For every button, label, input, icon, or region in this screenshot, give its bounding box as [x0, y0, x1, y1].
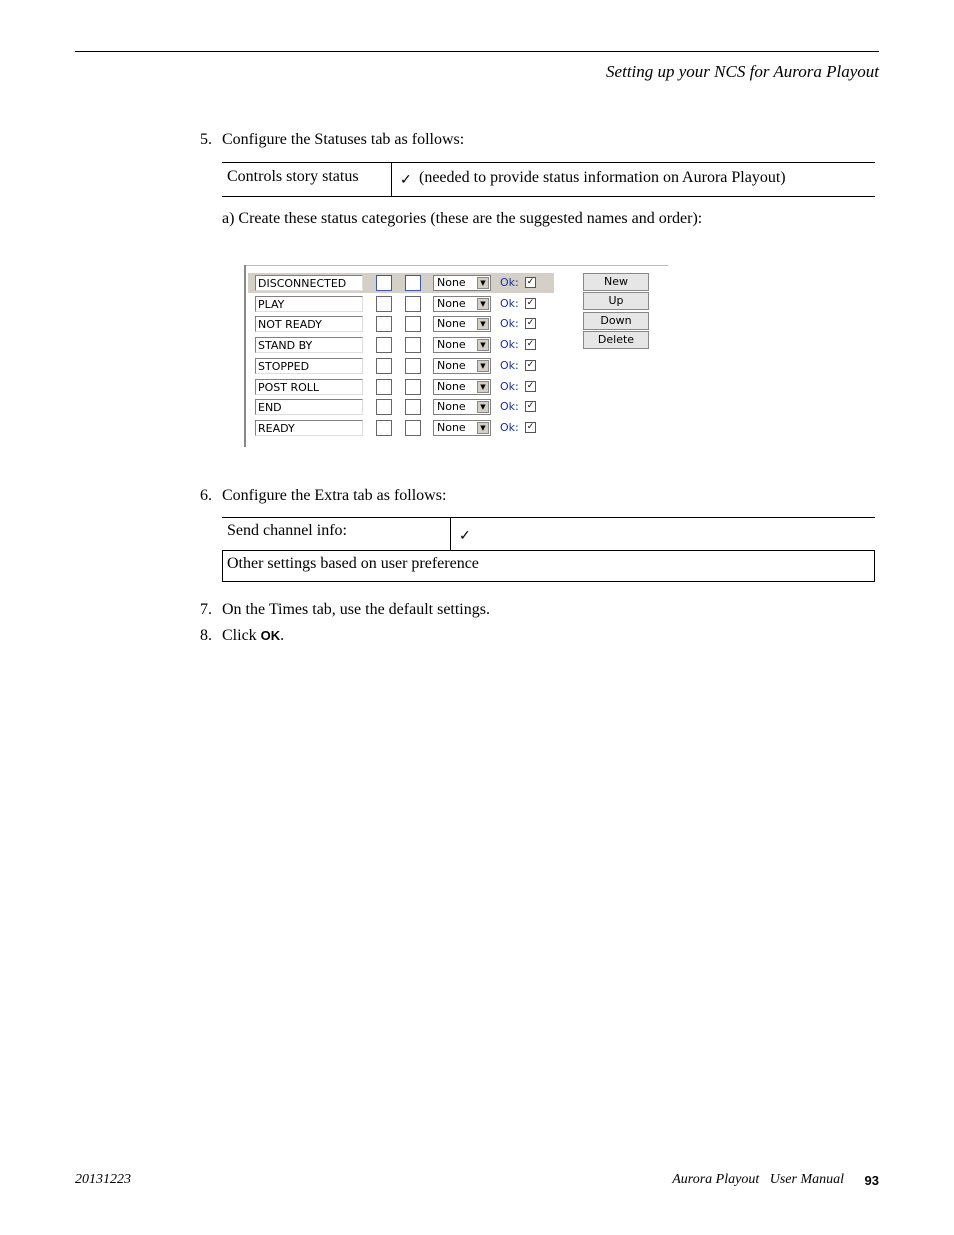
substep-a: a) Create these status categories (these are the suggested names and order): — [222, 210, 703, 227]
ok-checkbox[interactable]: ✓ — [526, 421, 535, 432]
ok-label: Ok: — [500, 338, 519, 352]
dropdown-arrow-icon[interactable]: ▼ — [477, 339, 489, 351]
status-select[interactable] — [433, 358, 491, 374]
down-button[interactable]: Down — [583, 312, 649, 330]
status-select[interactable] — [433, 275, 491, 291]
status-checkbox[interactable] — [376, 296, 392, 312]
status-select[interactable] — [433, 420, 491, 436]
status-select[interactable] — [433, 399, 491, 415]
ok-checkbox[interactable]: ✓ — [526, 339, 535, 350]
status-checkbox[interactable] — [405, 358, 421, 374]
table-divider — [450, 517, 451, 550]
step-text: Configure the Extra tab as follows: — [222, 487, 447, 504]
status-row[interactable] — [248, 418, 554, 438]
status-checkbox[interactable] — [405, 399, 421, 415]
status-select-value: None — [437, 379, 466, 393]
page-number: 93 — [864, 1173, 879, 1188]
status-name-field[interactable]: READY — [255, 420, 363, 436]
status-name-field[interactable]: NOT READY — [255, 316, 363, 332]
extra-table — [222, 517, 875, 582]
status-checkbox[interactable] — [405, 296, 421, 312]
dropdown-arrow-icon[interactable]: ▼ — [477, 318, 489, 330]
status-row[interactable] — [248, 294, 554, 314]
status-checkbox[interactable] — [376, 379, 392, 395]
ok-label: Ok: — [500, 317, 519, 331]
ok-label: OK — [260, 628, 281, 643]
status-row[interactable] — [248, 273, 554, 293]
ok-label: Ok: — [500, 358, 519, 372]
status-select[interactable] — [433, 379, 491, 395]
step-number: 8. — [200, 627, 212, 644]
step-end: . — [280, 627, 285, 644]
status-checkbox[interactable] — [376, 337, 392, 353]
status-row[interactable] — [248, 397, 554, 417]
step-text: Click — [222, 627, 257, 644]
status-checkbox[interactable] — [405, 337, 421, 353]
running-header: Setting up your NCS for Aurora Playout — [606, 62, 879, 81]
ok-label: Ok: — [500, 296, 519, 310]
ok-label: Ok: — [500, 420, 519, 434]
screenshot-border — [244, 265, 668, 266]
step-number: 5. — [200, 131, 212, 148]
ok-label: Ok: — [500, 379, 519, 393]
checkmark-icon: ✓ — [459, 529, 471, 544]
status-name-field[interactable]: DISCONNECTED — [255, 275, 363, 291]
dropdown-arrow-icon[interactable]: ▼ — [477, 298, 489, 310]
status-row[interactable] — [248, 335, 554, 355]
ok-checkbox[interactable]: ✓ — [526, 380, 535, 391]
status-checkbox[interactable] — [376, 358, 392, 374]
status-select[interactable] — [433, 316, 491, 332]
status-select-value: None — [437, 317, 466, 331]
status-row[interactable] — [248, 314, 554, 334]
status-select[interactable] — [433, 337, 491, 353]
status-name-field[interactable]: PLAY — [255, 296, 363, 312]
step-text: Configure the Statuses tab as follows: — [222, 131, 465, 148]
status-select-value: None — [437, 420, 466, 434]
table-label: Controls story status — [227, 168, 359, 185]
status-select-value: None — [437, 400, 466, 414]
step-number: 7. — [200, 601, 212, 618]
status-select-value: None — [437, 338, 466, 352]
step-text: On the Times tab, use the default settings. — [222, 601, 490, 618]
screenshot-border — [244, 265, 246, 447]
footer-manual: Aurora Playout User Manual — [672, 1172, 844, 1187]
note-cell — [222, 550, 875, 582]
status-name-field[interactable]: POST ROLL — [255, 379, 363, 395]
status-checkbox[interactable] — [376, 399, 392, 415]
status-checkbox[interactable] — [405, 275, 421, 291]
status-checkbox[interactable] — [376, 275, 392, 291]
header-rule — [75, 51, 879, 52]
checkmark-icon: ✓ — [400, 173, 412, 188]
status-name-field[interactable]: END — [255, 399, 363, 415]
delete-button[interactable]: Delete — [583, 331, 649, 349]
ok-label: Ok: — [500, 276, 519, 289]
ok-checkbox[interactable]: ✓ — [526, 297, 535, 308]
status-checkbox[interactable] — [376, 316, 392, 332]
up-button[interactable]: Up — [583, 292, 649, 310]
ok-checkbox[interactable]: ✓ — [526, 359, 535, 370]
table-label: Send channel info: — [227, 522, 347, 539]
statuses-screenshot — [244, 265, 668, 447]
ok-label: Ok: — [500, 400, 519, 414]
status-select-value: None — [437, 296, 466, 310]
status-checkbox[interactable] — [405, 420, 421, 436]
status-select[interactable] — [433, 296, 491, 312]
ok-checkbox[interactable]: ✓ — [526, 277, 535, 287]
table-rule — [222, 517, 875, 518]
footer-date: 20131223 — [75, 1172, 131, 1187]
table-divider — [391, 163, 392, 196]
dropdown-arrow-icon[interactable]: ▼ — [477, 422, 489, 434]
step-number: 6. — [200, 487, 212, 504]
status-select-value: None — [437, 358, 466, 372]
dropdown-arrow-icon[interactable]: ▼ — [477, 401, 489, 413]
statuses-table — [222, 162, 875, 197]
status-name-field[interactable]: STAND BY — [255, 337, 363, 353]
status-checkbox[interactable] — [405, 379, 421, 395]
status-row[interactable] — [248, 377, 554, 397]
status-checkbox[interactable] — [405, 316, 421, 332]
table-value: (needed to provide status information on Aurora Playout) — [419, 169, 786, 186]
ok-checkbox[interactable]: ✓ — [526, 318, 535, 329]
status-select-value: None — [437, 276, 466, 289]
ok-checkbox[interactable]: ✓ — [526, 401, 535, 412]
dropdown-arrow-icon[interactable]: ▼ — [477, 277, 489, 289]
status-row[interactable] — [248, 356, 554, 376]
table-note: Other settings based on user preference — [227, 555, 479, 572]
dropdown-arrow-icon[interactable]: ▼ — [477, 360, 489, 372]
status-checkbox[interactable] — [376, 420, 392, 436]
status-name-field[interactable]: STOPPED — [255, 358, 363, 374]
dropdown-arrow-icon[interactable]: ▼ — [477, 381, 489, 393]
new-button[interactable]: New — [583, 273, 649, 291]
